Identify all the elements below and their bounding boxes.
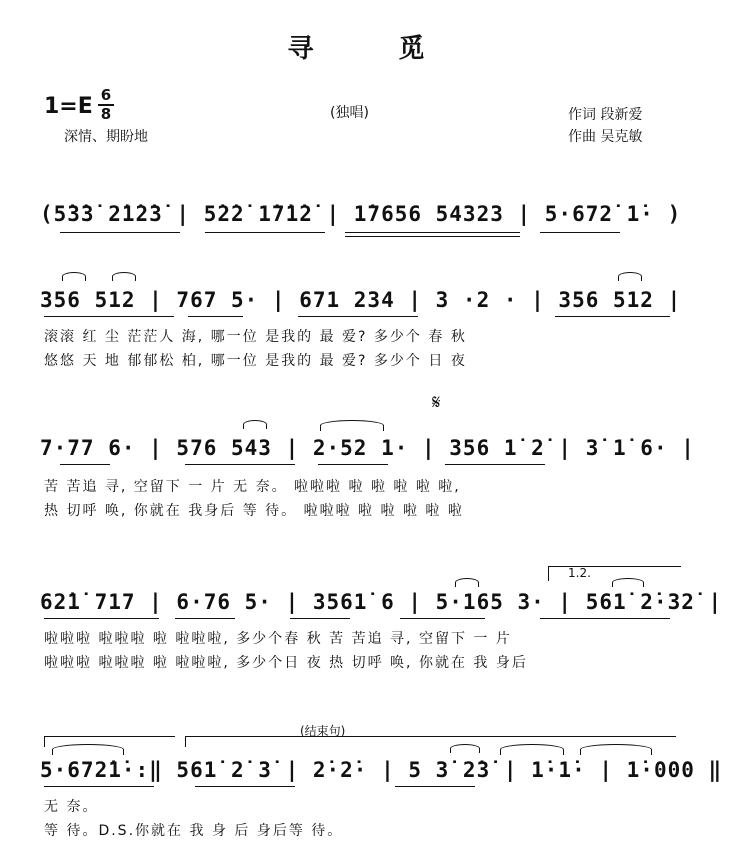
score-line-4: 62̇1̇ 717 | 6·76 5· | 3561̇ 6 | 5·165 3· | 561̇ 2̇·32̇ | [40,590,723,614]
beam [60,464,110,465]
beam [298,316,418,317]
beam [555,316,670,317]
lyrics-line-3-verse-2: 热 切呼 唤, 你就在 我身后 等 待。 啦啦啦 啦 啦 啦 啦 啦 [44,503,464,519]
beam [60,232,180,233]
time-signature [98,88,114,122]
tie [618,272,642,281]
beam [318,464,388,465]
tie [500,744,564,755]
beam [445,464,545,465]
performance-mark: (独唱) [330,105,369,121]
lyricist-credit: 作词 段新爱 [568,107,643,123]
lyrics-line-3-verse-1: 苦 苦追 寻, 空留下 一 片 无 奈。 啦啦啦 啦 啦 啦 啦 啦, [44,479,461,495]
song-title: 寻 觅 [287,34,463,64]
tie [320,420,384,431]
lyrics-line-4-verse-2: 啦啦啦 啦啦啦 啦 啦啦啦, 多少个日 夜 热 切呼 唤, 你就在 我 身后 [44,655,528,671]
beam [44,618,159,619]
composer-credit: 作曲 吴克敏 [568,129,643,145]
volta-label: 1.2. [568,566,591,580]
beam [175,618,235,619]
tie [450,744,480,753]
beam [345,236,520,237]
lyrics-line-2-verse-1: 滚滚 红 尘 茫茫人 海, 哪一位 是我的 最 爱? 多少个 春 秋 [44,329,467,345]
lyrics-line-4-verse-1: 啦啦啦 啦啦啦 啦 啦啦啦, 多少个春 秋 苦 苦追 寻, 空留下 一 片 [44,631,512,647]
beam [400,618,485,619]
beam [195,786,295,787]
beam [290,618,350,619]
score-line-2: 356 512 | 767 5· | 671 234 | 3 ·2 · | 356 512 | [40,288,682,312]
tie [62,272,86,281]
expression-mark: 深情、期盼地 [64,129,148,145]
beam [44,316,174,317]
beam [188,316,243,317]
tie [243,420,267,429]
beam [44,786,154,787]
score-line-5: 5·672̇1̇·:‖ 561̇ 2̇ 3̇ | 2̇·2̇· | 5 3̇ 2̇3̇ | 1̇·1̇· | 1̇·000 ‖ [40,758,723,782]
tie [112,272,136,281]
tie [455,578,479,587]
score-line-1: (5̇3̇3̇ 2̇1̇2̇3̇ | 5̇2̇2̇ 1̇7̇1̇2̇ | 1̇7656 54323 | 5·672̇ 1̇· ) [40,202,682,226]
beam [205,232,325,233]
tie [612,578,644,587]
beam [185,464,295,465]
score-line-3: 7·77 6· | 576 543 | 2·52 1· | 356 1̇ 2̇ | 3̇ 1̇ 6· | [40,436,695,460]
segno-sign: 𝄋 [432,390,441,414]
key-signature: 1=E [44,94,93,119]
tie [580,744,652,755]
coda-label: (结束句) [300,724,346,738]
lyrics-line-5-verse-1: 无 奈。 [44,799,99,815]
tie [52,744,124,755]
time-signature-top: 6 [100,86,112,104]
beam [395,786,475,787]
lyrics-line-5-verse-2: 等 待。D.S.你就在 我 身 后 身后等 待。 [44,823,344,839]
beam [345,232,520,233]
beam [540,232,620,233]
time-signature-bottom: 8 [100,105,112,123]
beam [540,618,670,619]
lyrics-line-2-verse-2: 悠悠 天 地 郁郁松 柏, 哪一位 是我的 最 爱? 多少个 日 夜 [44,353,467,369]
